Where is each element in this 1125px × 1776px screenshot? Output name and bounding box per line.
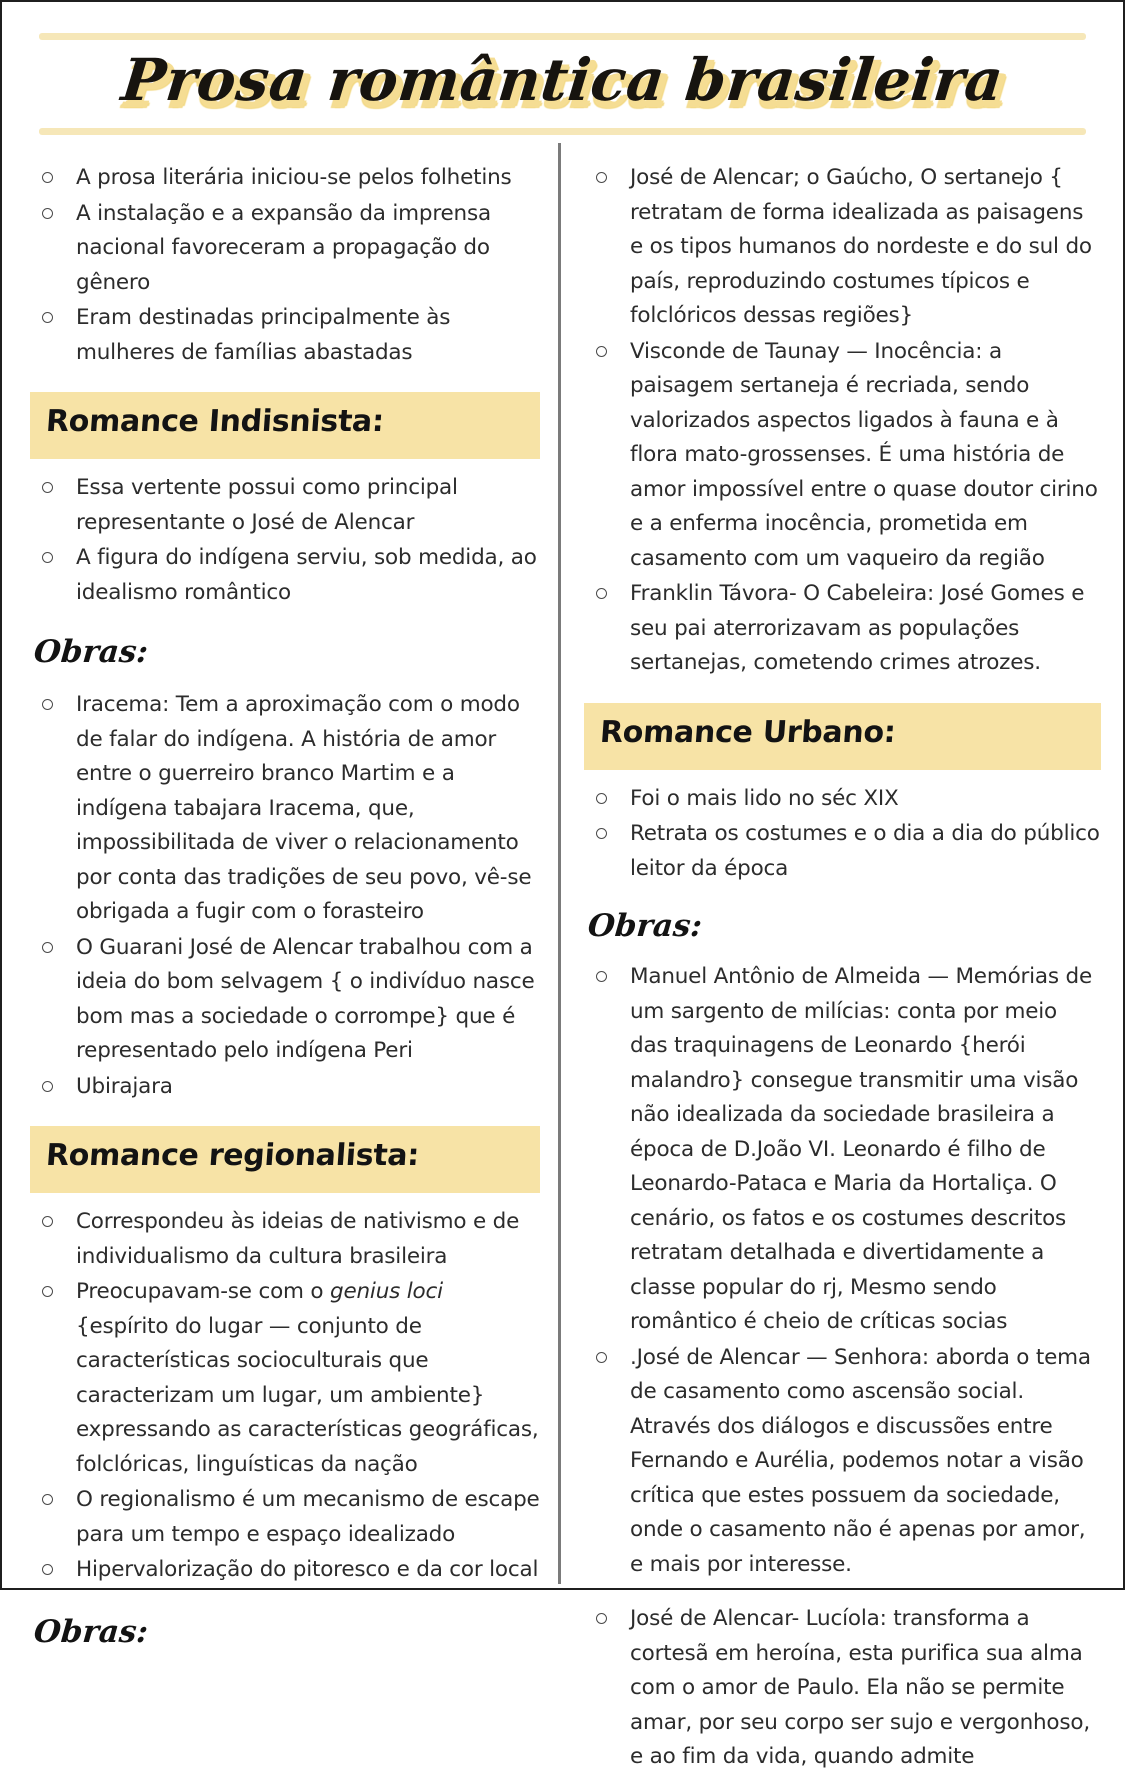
section-heading-text: Romance regionalista: bbox=[44, 1138, 421, 1173]
list-item bbox=[30, 301, 540, 370]
right-column bbox=[558, 135, 1123, 1776]
obras-subheading: Obras: bbox=[32, 634, 150, 670]
section-heading-regionalista bbox=[30, 1126, 540, 1193]
list-item bbox=[30, 161, 540, 196]
list-item-text: Franklin Távora- O Cabeleira: José Gomes e seu pai aterrorizavam as populações sertanejas, cometendo crimes atrozes. bbox=[630, 581, 1085, 675]
list-item-text: Correspondeu às ideias de nativismo e de individualismo da cultura brasileira bbox=[76, 1209, 520, 1269]
list-item bbox=[30, 931, 540, 1069]
list-item-text: Visconde de Taunay — Inocência: a paisagem sertaneja é recriada, sendo valorizados aspectos ligados à fauna e à flora mato-grossenses. É uma história de amor impossível entre o quase doutor cirino e a enferma inocência, prometida em casamento com um vaqueiro da região bbox=[630, 338, 1098, 571]
list-item bbox=[30, 688, 540, 930]
list-item bbox=[584, 577, 1101, 681]
section-heading-text: Romance Urbano: bbox=[598, 714, 897, 750]
list-item-text: Foi o mais lido no séc XIX bbox=[630, 785, 899, 811]
decorative-rule-bottom bbox=[39, 128, 1086, 135]
list-item bbox=[30, 1275, 540, 1482]
bullet-circle-icon bbox=[596, 971, 607, 982]
list-item-text: O Guarani José de Alencar trabalhou com a ideia do bom selvagem { o indivíduo nasce bom mas a sociedade o corrompe} que é representado pelo indígena Peri bbox=[76, 934, 535, 1063]
bullet-circle-icon bbox=[42, 312, 53, 323]
list-item-text: A prosa literária iniciou-se pelos folhetins bbox=[76, 165, 512, 190]
bullet-circle-icon bbox=[42, 942, 53, 953]
bullet-circle-icon bbox=[42, 172, 53, 183]
obras-subheading: Obras: bbox=[32, 1613, 150, 1650]
latin-term: genius loci bbox=[330, 1279, 443, 1304]
indianista-obras-list bbox=[30, 688, 540, 1104]
list-item bbox=[584, 1602, 1101, 1775]
list-item bbox=[30, 1483, 540, 1552]
page-title: Prosa romântica brasileira bbox=[118, 46, 1007, 114]
urbano-obras-list bbox=[584, 960, 1101, 1775]
list-item bbox=[584, 161, 1101, 334]
bullet-circle-icon bbox=[596, 828, 607, 839]
bullet-circle-icon bbox=[42, 1564, 53, 1575]
indianista-bullet-list bbox=[30, 471, 540, 610]
bullet-circle-icon bbox=[42, 1494, 53, 1505]
list-item-text: José de Alencar; o Gaúcho, O sertanejo { retratam de forma idealizada as paisagens e os tipos humanos do nordeste e do sul do país, reproduzindo costumes típicos e folclóricos dessas regiões} bbox=[630, 165, 1092, 328]
left-column bbox=[2, 135, 558, 1652]
bullet-circle-icon bbox=[596, 588, 607, 599]
bullet-circle-icon bbox=[596, 793, 607, 804]
list-item bbox=[30, 1070, 540, 1105]
page-title-wrap bbox=[2, 36, 1123, 124]
bullet-circle-icon bbox=[42, 482, 53, 493]
list-item-text: A instalação e a expansão da imprensa nacional favoreceram a propagação do gênero bbox=[76, 200, 491, 295]
bullet-circle-icon bbox=[42, 208, 53, 219]
bullet-circle-icon bbox=[596, 346, 607, 357]
regionalista-obras-list bbox=[584, 161, 1101, 681]
bullet-circle-icon bbox=[42, 1081, 53, 1092]
list-item-text: José de Alencar- Lucíola: transforma a cortesã em heroína, esta purifica sua alma com o amor de Paulo. Ela não se permite amar, por seu corpo ser sujo e vergonhoso, e ao fim da vida, quando admite bbox=[630, 1606, 1090, 1769]
bullet-circle-icon bbox=[42, 552, 53, 563]
list-item-text: Eram destinadas principalmente às mulheres de famílias abastadas bbox=[76, 305, 451, 365]
list-item bbox=[30, 471, 540, 540]
list-item-text: Retrata os costumes e o dia a dia do público leitor da época bbox=[630, 821, 1100, 881]
bullet-circle-icon bbox=[42, 1286, 53, 1297]
section-heading-indianista bbox=[30, 392, 540, 459]
list-item-text: Iracema: Tem a aproximação com o modo de falar do indígena. A história de amor entre o guerreiro branco Martim e a indígena tabajara Iracema, que, impossibilitada de viver o relacionamento por conta das tradições de seu povo, vê-se obrigada a fugir com o forasteiro bbox=[76, 692, 532, 924]
bullet-circle-icon bbox=[596, 1613, 607, 1624]
list-item bbox=[584, 782, 1101, 817]
page-header bbox=[2, 2, 1123, 135]
list-item-text: Manuel Antônio de Almeida — Memórias de um sargento de milícias: conta por meio das traquinagens de Leonardo {herói malandro} consegue transmitir uma visão não idealizada da sociedade brasileira a época de D.João VI. Leonardo é filho de Leonardo-Pataca e Maria da Hortaliça. O cenário, os fatos e os costumes descritos retratam detalhada e divertidamente a classe popular do rj, Mesmo sendo romântico é cheio de críticas socias bbox=[630, 964, 1093, 1334]
column-divider bbox=[558, 143, 561, 1584]
bullet-circle-icon bbox=[42, 699, 53, 710]
list-item bbox=[584, 335, 1101, 577]
list-item-text: .José de Alencar — Senhora: aborda o tema de casamento como ascensão social. Através dos diálogos e discussões entre Fernando e Aurélia, podemos notar a visão crítica que estes possuem da sociedade, onde o casamento não é apenas por amor, e mais por interesse. bbox=[630, 1344, 1091, 1577]
list-item bbox=[30, 1205, 540, 1274]
page-body bbox=[2, 135, 1123, 1769]
list-item-text: Ubirajara bbox=[76, 1073, 173, 1099]
regionalista-bullet-list bbox=[30, 1205, 540, 1588]
urbano-bullet-list bbox=[584, 782, 1101, 887]
bullet-circle-icon bbox=[42, 1216, 53, 1227]
list-item-text: A figura do indígena serviu, sob medida, ao idealismo romântico bbox=[76, 545, 537, 605]
list-item bbox=[30, 197, 540, 301]
obras-subheading: Obras: bbox=[586, 908, 704, 944]
intro-bullet-list bbox=[30, 161, 540, 370]
section-heading-urbano bbox=[584, 703, 1101, 770]
list-item bbox=[584, 1341, 1101, 1583]
list-item-text: Essa vertente possui como principal representante o José de Alencar bbox=[76, 475, 458, 535]
list-item bbox=[584, 960, 1101, 1340]
bullet-circle-icon bbox=[596, 1352, 607, 1363]
list-item-text-pre: Preocupavam-se com o bbox=[76, 1279, 331, 1304]
list-item-text: O regionalismo é um mecanismo de escape para um tempo e espaço idealizado bbox=[76, 1487, 540, 1547]
section-heading-text: Romance Indisnista: bbox=[44, 404, 385, 439]
list-item bbox=[30, 541, 540, 610]
list-item bbox=[30, 1553, 540, 1588]
bullet-circle-icon bbox=[596, 172, 607, 183]
list-item bbox=[584, 817, 1101, 886]
list-item-text: Hipervalorização do pitoresco e da cor local bbox=[76, 1557, 539, 1582]
list-item-text-post: {espírito do lugar — conjunto de características socioculturais que caracterizam um lugar, um ambiente} expressando as características geográficas, folclóricas, linguísticas da nação bbox=[76, 1313, 539, 1477]
